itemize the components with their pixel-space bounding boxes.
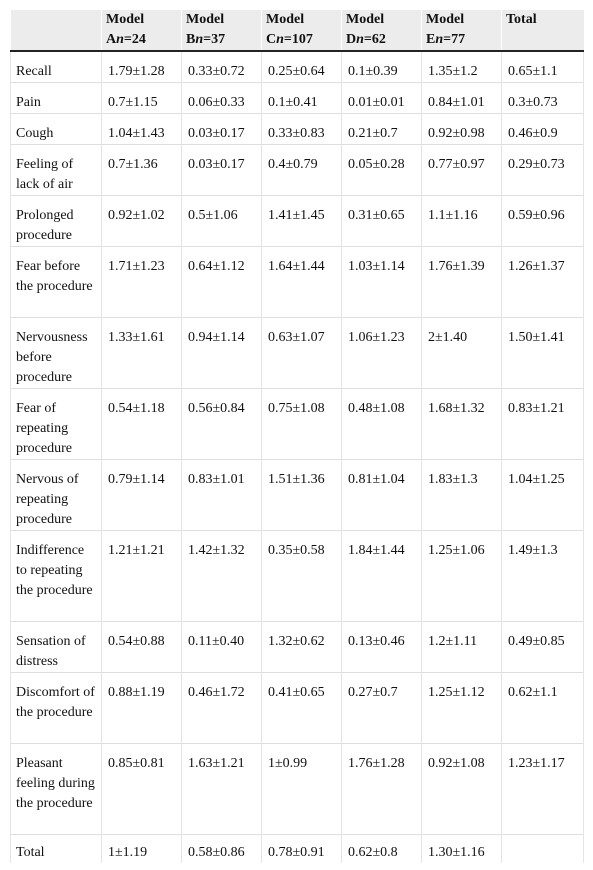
table-cell: 1.79±1.28 xyxy=(102,51,182,83)
table-row-total xyxy=(11,835,584,864)
table-cell: 0.84±1.01 xyxy=(422,83,502,114)
table-cell: 0.94±1.14 xyxy=(182,318,262,389)
table-cell: 1.06±1.23 xyxy=(342,318,422,389)
table-cell: 1.83±1.3 xyxy=(422,460,502,531)
table-cell: 0.65±1.1 xyxy=(502,51,584,83)
table-cell: 1.26±1.37 xyxy=(502,247,584,318)
row-label: Pain xyxy=(11,83,102,114)
table-cell: 1.30±1.16 xyxy=(422,835,502,864)
table-row xyxy=(11,51,584,83)
table-cell: 0.92±1.08 xyxy=(422,744,502,835)
table-cell: 0.83±1.21 xyxy=(502,389,584,460)
row-label: Discomfort of the procedure xyxy=(11,673,102,744)
table-body xyxy=(11,51,584,863)
table-row xyxy=(11,673,584,744)
table-row xyxy=(11,318,584,389)
table-cell: 0.75±1.08 xyxy=(262,389,342,460)
table-header xyxy=(11,10,584,51)
table-cell: 0.92±0.98 xyxy=(422,114,502,145)
table-cell: 0.49±0.85 xyxy=(502,622,584,673)
header-model-a: Model An=24 xyxy=(102,10,182,51)
table-cell: 0.29±0.73 xyxy=(502,145,584,196)
table-cell: 1.68±1.32 xyxy=(422,389,502,460)
table-cell: 0.85±0.81 xyxy=(102,744,182,835)
table-cell: 0.5±1.06 xyxy=(182,196,262,247)
table-cell: 0.31±0.65 xyxy=(342,196,422,247)
table-cell: 0.62±1.1 xyxy=(502,673,584,744)
row-label: Recall xyxy=(11,51,102,83)
table-row xyxy=(11,622,584,673)
table-row xyxy=(11,247,584,318)
table-cell: 0.03±0.17 xyxy=(182,114,262,145)
table-cell: 0.64±1.12 xyxy=(182,247,262,318)
table-row xyxy=(11,460,584,531)
header-row xyxy=(11,10,584,51)
header-model-d: Model Dn=62 xyxy=(342,10,422,51)
table-row xyxy=(11,531,584,622)
table-cell: 1.84±1.44 xyxy=(342,531,422,622)
table-row xyxy=(11,83,584,114)
table-cell: 0.78±0.91 xyxy=(262,835,342,864)
table-cell xyxy=(502,835,584,864)
table-row xyxy=(11,145,584,196)
table-cell: 1.33±1.61 xyxy=(102,318,182,389)
table-cell: 0.33±0.72 xyxy=(182,51,262,83)
table-cell: 0.63±1.07 xyxy=(262,318,342,389)
table-cell: 1.25±1.06 xyxy=(422,531,502,622)
table-cell: 0.54±0.88 xyxy=(102,622,182,673)
header-blank-cell xyxy=(11,10,102,51)
table-cell: 0.88±1.19 xyxy=(102,673,182,744)
table-cell: 0.46±1.72 xyxy=(182,673,262,744)
row-label: Sensation of distress xyxy=(11,622,102,673)
table-cell: 1.32±0.62 xyxy=(262,622,342,673)
table-cell: 1.49±1.3 xyxy=(502,531,584,622)
table-cell: 0.21±0.7 xyxy=(342,114,422,145)
table-cell: 2±1.40 xyxy=(422,318,502,389)
table-cell: 1.63±1.21 xyxy=(182,744,262,835)
table-cell: 0.1±0.39 xyxy=(342,51,422,83)
table-row xyxy=(11,744,584,835)
table-cell: 0.25±0.64 xyxy=(262,51,342,83)
table-cell: 0.59±0.96 xyxy=(502,196,584,247)
table-cell: 0.54±1.18 xyxy=(102,389,182,460)
table-cell: 0.7±1.15 xyxy=(102,83,182,114)
row-label: Nervousness before procedure xyxy=(11,318,102,389)
table-cell: 1.25±1.12 xyxy=(422,673,502,744)
table-cell: 1.04±1.43 xyxy=(102,114,182,145)
row-label: Fear before the procedure xyxy=(11,247,102,318)
table-cell: 1.2±1.11 xyxy=(422,622,502,673)
table-row xyxy=(11,389,584,460)
table-cell: 0.01±0.01 xyxy=(342,83,422,114)
row-label: Pleasant feeling during the procedure xyxy=(11,744,102,835)
table-cell: 0.77±0.97 xyxy=(422,145,502,196)
data-table xyxy=(10,10,584,863)
table-cell: 0.81±1.04 xyxy=(342,460,422,531)
table-cell: 1.76±1.39 xyxy=(422,247,502,318)
table-cell: 0.33±0.83 xyxy=(262,114,342,145)
table-cell: 1.41±1.45 xyxy=(262,196,342,247)
table-cell: 1.1±1.16 xyxy=(422,196,502,247)
table-cell: 0.79±1.14 xyxy=(102,460,182,531)
table-cell: 0.41±0.65 xyxy=(262,673,342,744)
table-cell: 0.62±0.8 xyxy=(342,835,422,864)
table-cell: 0.56±0.84 xyxy=(182,389,262,460)
table-cell: 1.76±1.28 xyxy=(342,744,422,835)
table-cell: 0.06±0.33 xyxy=(182,83,262,114)
table-cell: 1.51±1.36 xyxy=(262,460,342,531)
table-cell: 1.23±1.17 xyxy=(502,744,584,835)
table-cell: 0.27±0.7 xyxy=(342,673,422,744)
table-cell: 1.42±1.32 xyxy=(182,531,262,622)
table-cell: 1±0.99 xyxy=(262,744,342,835)
header-total: Total xyxy=(502,10,584,51)
table-cell: 0.48±1.08 xyxy=(342,389,422,460)
table-cell: 1±1.19 xyxy=(102,835,182,864)
table-row xyxy=(11,196,584,247)
table-cell: 0.46±0.9 xyxy=(502,114,584,145)
row-label: Total xyxy=(11,835,102,864)
table-cell: 0.35±0.58 xyxy=(262,531,342,622)
row-label: Feeling of lack of air xyxy=(11,145,102,196)
table-cell: 0.4±0.79 xyxy=(262,145,342,196)
table-cell: 1.03±1.14 xyxy=(342,247,422,318)
table-row xyxy=(11,114,584,145)
table-cell: 0.92±1.02 xyxy=(102,196,182,247)
table-cell: 0.05±0.28 xyxy=(342,145,422,196)
row-label: Indifference to repeating the procedure xyxy=(11,531,102,622)
table-cell: 0.1±0.41 xyxy=(262,83,342,114)
table-cell: 0.7±1.36 xyxy=(102,145,182,196)
table-cell: 0.83±1.01 xyxy=(182,460,262,531)
table-cell: 1.71±1.23 xyxy=(102,247,182,318)
table-cell: 1.50±1.41 xyxy=(502,318,584,389)
table-cell: 0.3±0.73 xyxy=(502,83,584,114)
table-cell: 0.11±0.40 xyxy=(182,622,262,673)
table-cell: 1.04±1.25 xyxy=(502,460,584,531)
header-model-b: Model Bn=37 xyxy=(182,10,262,51)
table-cell: 0.03±0.17 xyxy=(182,145,262,196)
row-label: Prolonged procedure xyxy=(11,196,102,247)
row-label: Fear of repeating procedure xyxy=(11,389,102,460)
table-cell: 1.64±1.44 xyxy=(262,247,342,318)
header-model-c: Model Cn=107 xyxy=(262,10,342,51)
table-cell: 1.21±1.21 xyxy=(102,531,182,622)
table-cell: 1.35±1.2 xyxy=(422,51,502,83)
row-label: Cough xyxy=(11,114,102,145)
table-cell: 0.13±0.46 xyxy=(342,622,422,673)
row-label: Nervous of repeating procedure xyxy=(11,460,102,531)
header-model-e: Model En=77 xyxy=(422,10,502,51)
table-cell: 0.58±0.86 xyxy=(182,835,262,864)
